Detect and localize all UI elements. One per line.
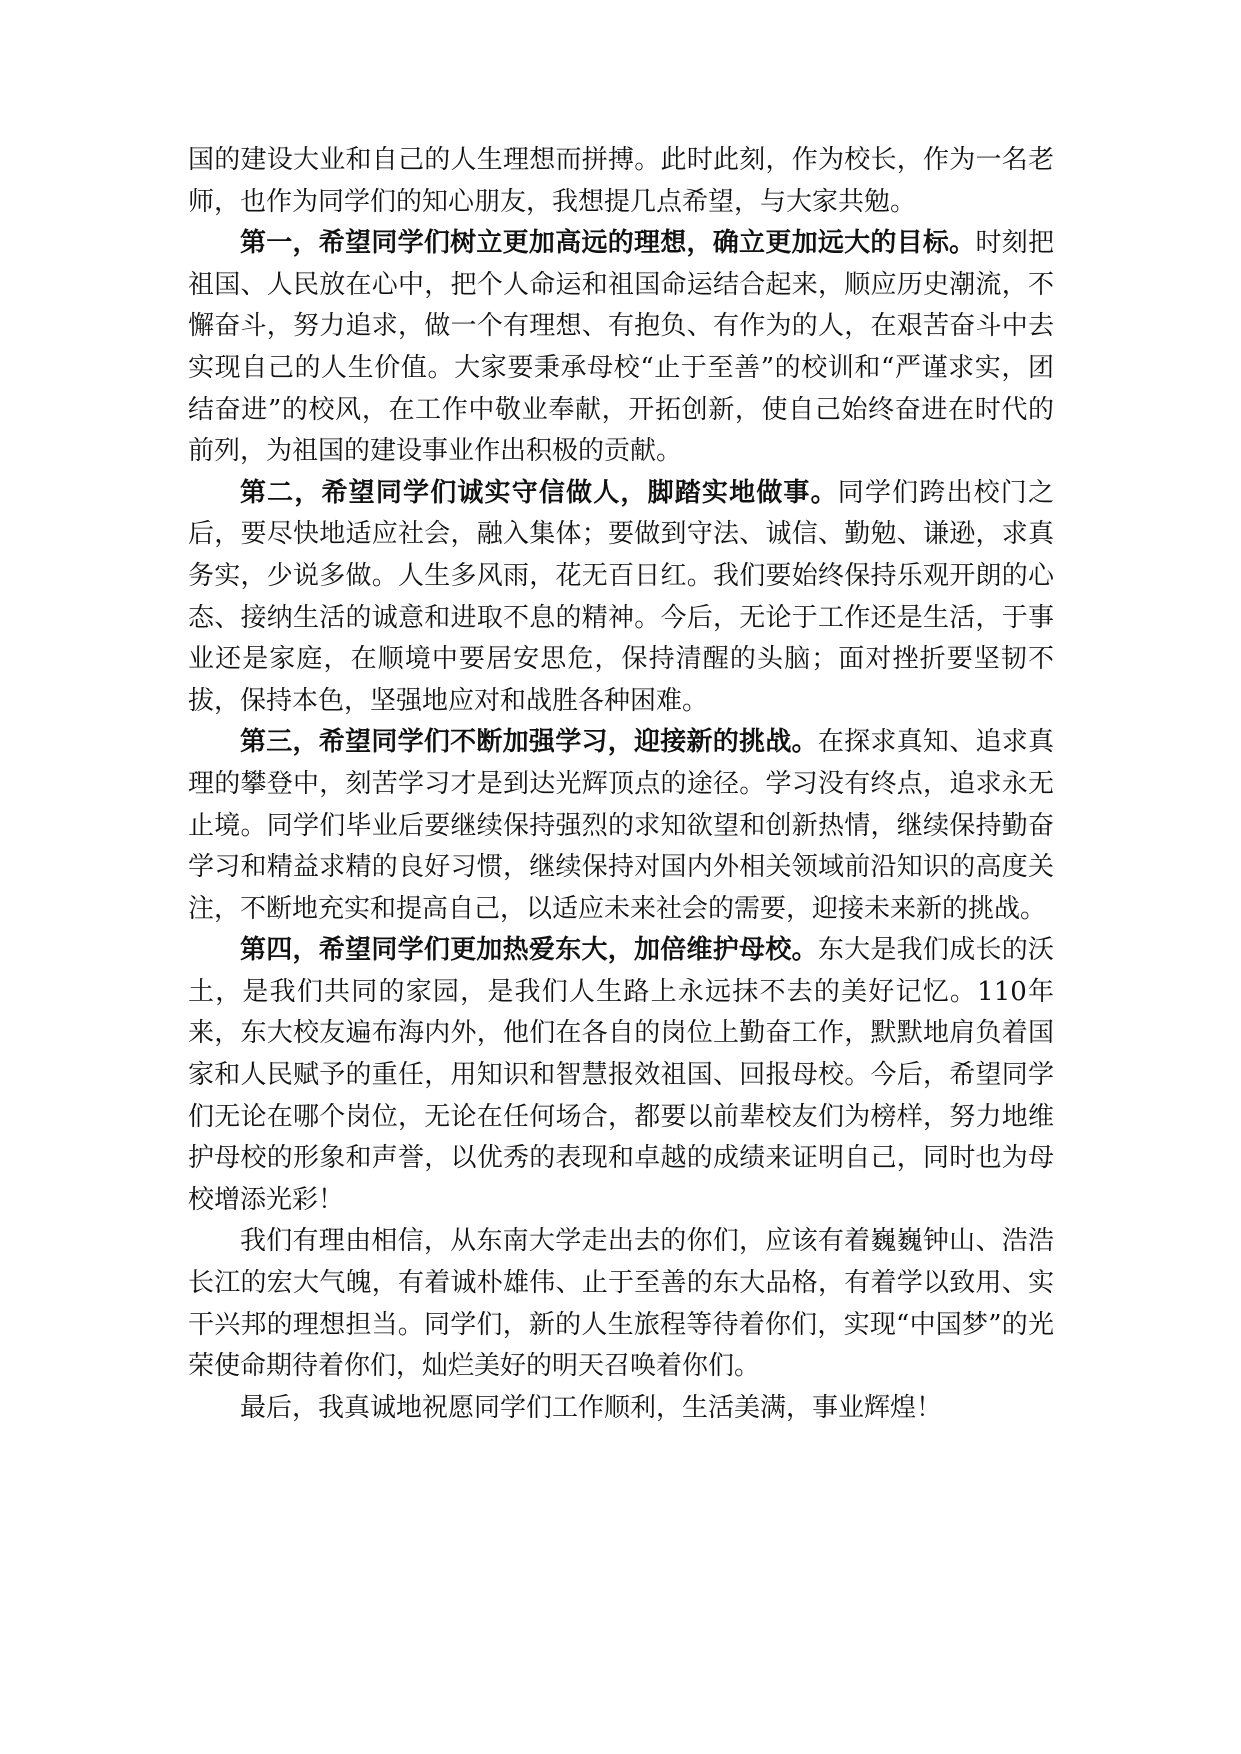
paragraph-belief [188, 1221, 1054, 1387]
paragraph-closing [188, 1388, 1054, 1430]
paragraph-text: 我们有理由相信，从东南大学走出去的你们，应该有着巍巍钟山、浩浩长江的宏大气魄，有着诚朴雄伟、止于至善的东大品格，有着学以致用、实干兴邦的理想担当。同学们，新的人生旅程等待着你们，实现“中国梦”的光荣使命期待着你们，灿烂美好的明天召唤着你们。 [188, 1226, 1054, 1382]
paragraph-hope-4 [188, 930, 1054, 1221]
paragraph-hope-2 [188, 473, 1054, 723]
paragraph-lead: 第一，希望同学们树立更加高远的理想，确立更加远大的目标。 [240, 228, 976, 259]
paragraph-lead: 第二，希望同学们诚实守信做人，脚踏实地做事。 [240, 477, 838, 508]
paragraph-text: 东大是我们成长的沃土，是我们共同的家园，是我们人生路上永远抹不去的美好记忆。110年来，东大校友遍布海内外，他们在各自的岗位上勤奋工作，默默地肩负着国家和人民赋予的重任，用知识和智慧报效祖国、回报母校。今后，希望同学们无论在哪个岗位，无论在任何场合，都要以前辈校友们为榜样，努力地维护母校的形象和声誉，以优秀的表现和卓越的成绩来证明自己，同时也为母校增添光彩！ [188, 935, 1054, 1215]
paragraph-text: 最后，我真诚地祝愿同学们工作顺利，生活美满，事业辉煌！ [240, 1392, 943, 1423]
paragraph-lead: 第三，希望同学们不断加强学习，迎接新的挑战。 [240, 727, 818, 758]
paragraph-hope-3 [188, 722, 1054, 930]
paragraph-hope-1 [188, 223, 1054, 473]
paragraph-text: 在探求真知、追求真理的攀登中，刻苦学习才是到达光辉顶点的途径。学习没有终点，追求永无止境。同学们毕业后要继续保持强烈的求知欲望和创新热情，继续保持勤奋学习和精益求精的良好习惯，继续保持对国内外相关领域前沿知识的高度关注，不断地充实和提高自己，以适应未来社会的需要，迎接未来新的挑战。 [188, 727, 1054, 924]
paragraph-text: 同学们跨出校门之后，要尽快地适应社会，融入集体；要做到守法、诚信、勤勉、谦逊，求真务实，少说多做。人生多风雨，花无百日红。我们要始终保持乐观开朗的心态、接纳生活的诚意和进取不息的精神。今后，无论于工作还是生活，于事业还是家庭，在顺境中要居安思危，保持清醒的头脑；面对挫折要坚韧不拔，保持本色，坚强地应对和战胜各种困难。 [188, 477, 1054, 716]
paragraph-text: 时刻把祖国、人民放在心中，把个人命运和祖国命运结合起来，顺应历史潮流，不懈奋斗，努力追求，做一个有理想、有抱负、有作为的人，在艰苦奋斗中去实现自己的人生价值。大家要秉承母校“止于至善”的校训和“严谨求实，团结奋进”的校风，在工作中敬业奉献，开拓创新，使自己始终奋进在时代的前列，为祖国的建设事业作出积极的贡献。 [188, 228, 1054, 467]
document-page [188, 140, 1054, 1429]
paragraph-intro [188, 140, 1054, 223]
paragraph-text: 国的建设大业和自己的人生理想而拼搏。此时此刻，作为校长，作为一名老师，也作为同学们的知心朋友，我想提几点希望，与大家共勉。 [188, 145, 1054, 217]
paragraph-lead: 第四，希望同学们更加热爱东大，加倍维护母校。 [240, 935, 818, 966]
